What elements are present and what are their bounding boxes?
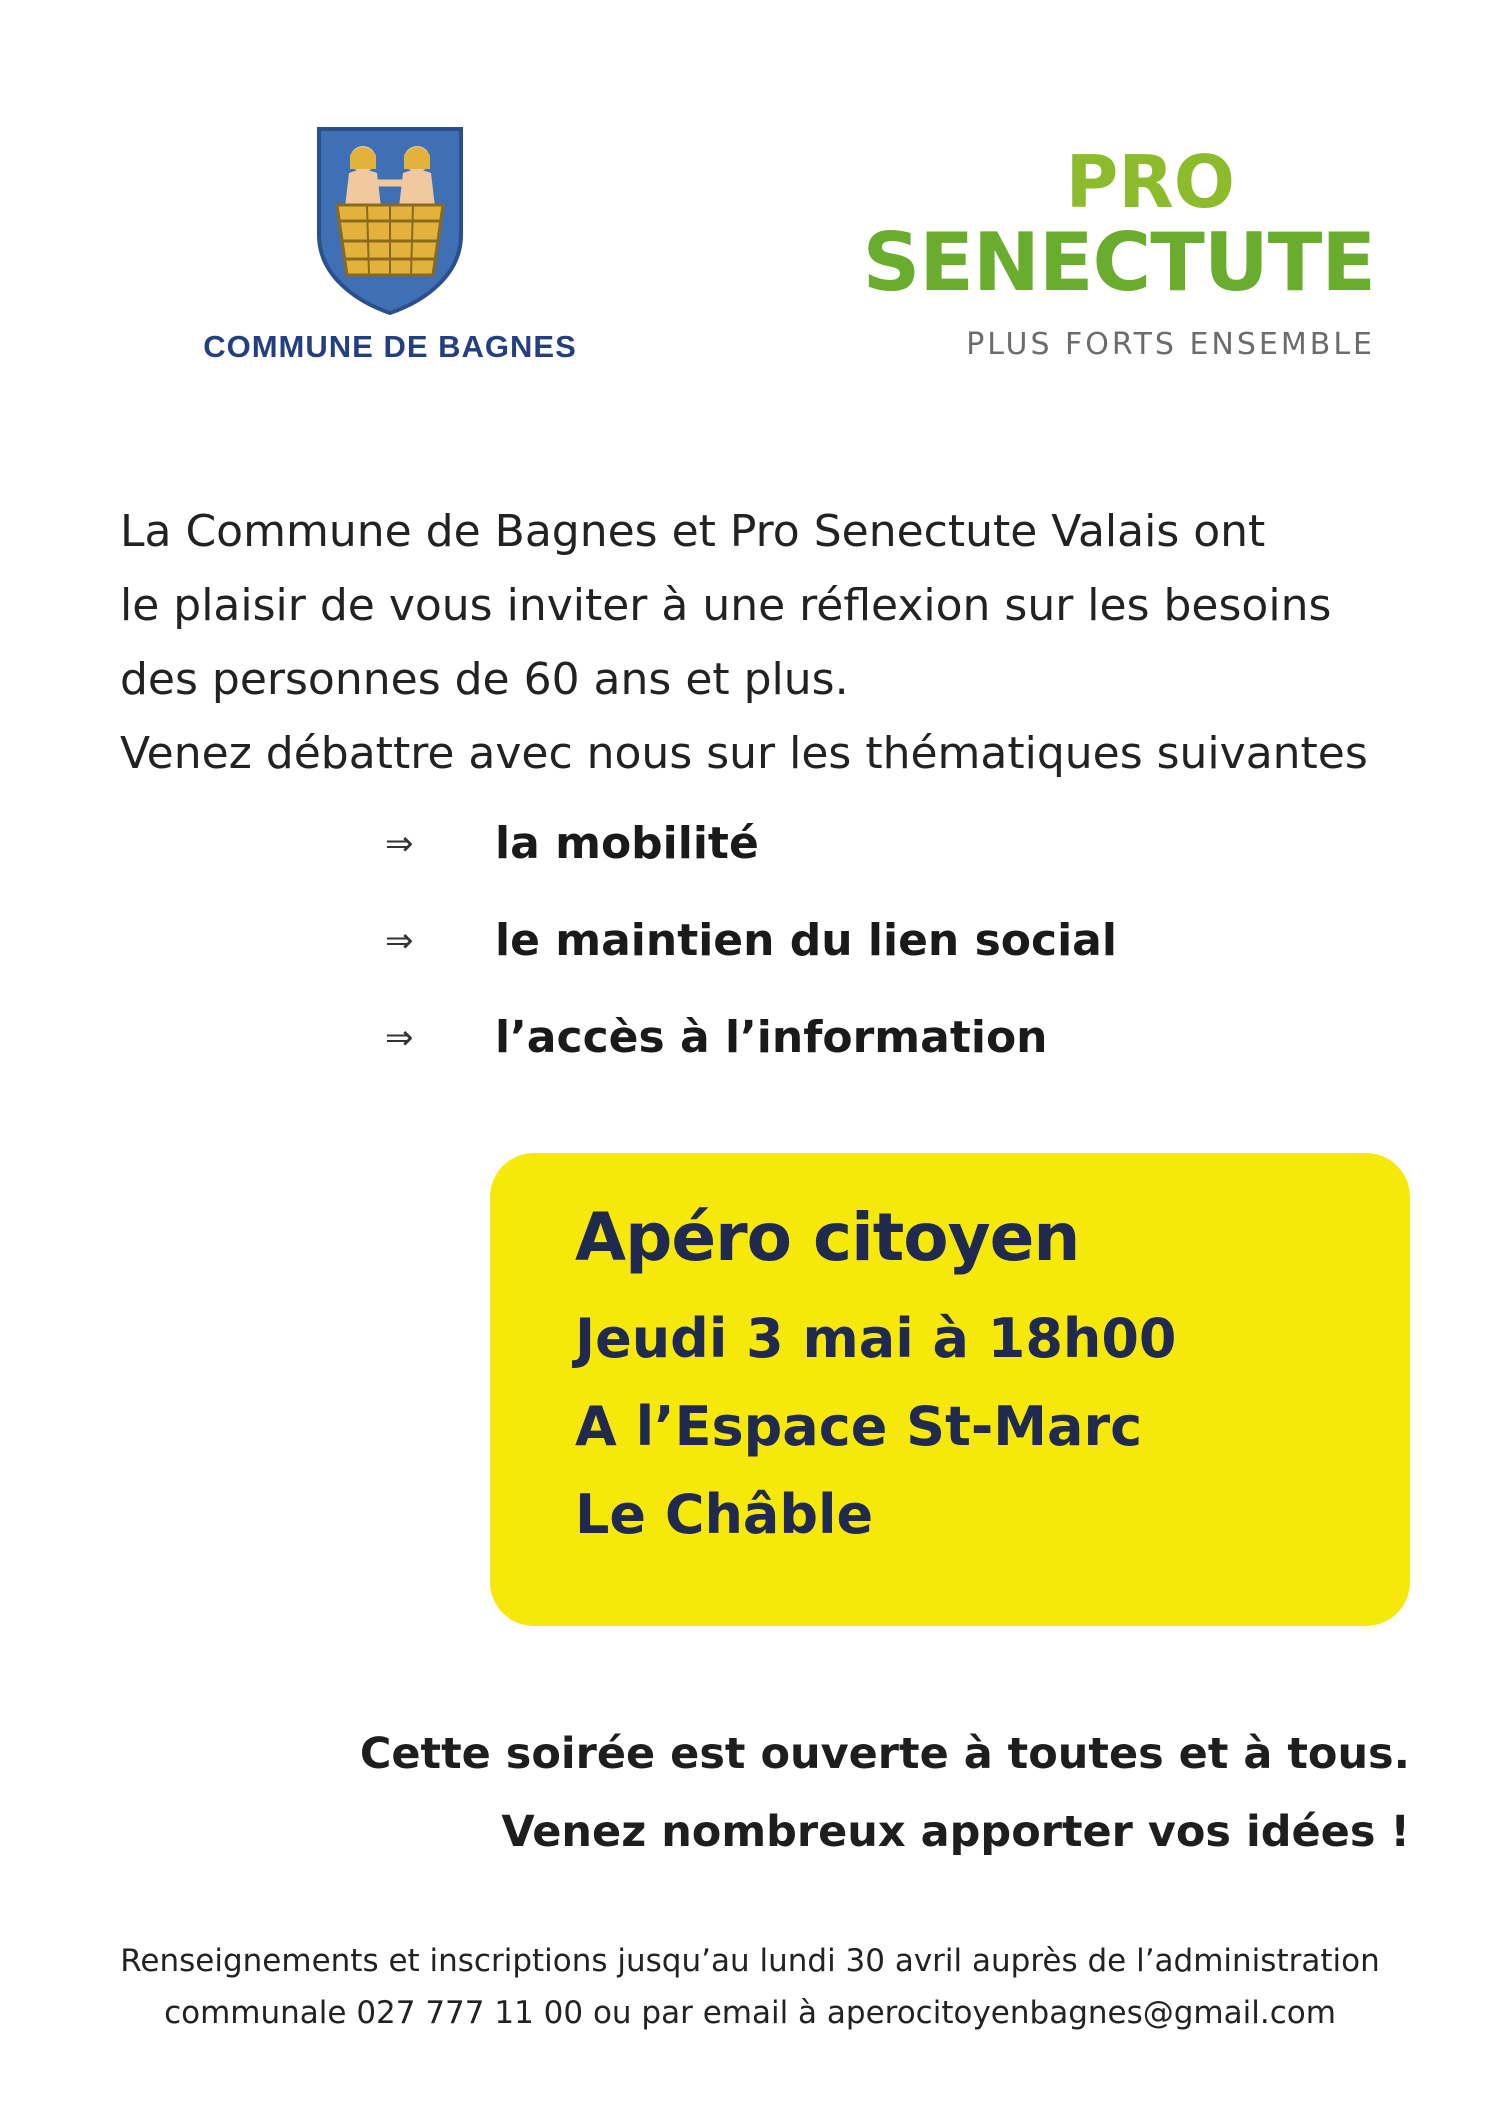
bagnes-coat-of-arms-icon — [315, 125, 465, 315]
pro-senectute-logo-line2: SENECTUTE — [862, 215, 1375, 309]
intro-line: le plaisir de vous inviter à une réflexion sur les besoins — [120, 580, 1332, 631]
double-arrow-icon: ⇒ — [385, 1017, 414, 1058]
pro-senectute-logo — [862, 140, 1375, 362]
pro-senectute-logo-line1: PRO — [1065, 140, 1235, 224]
closing-line: Cette soirée est ouverte à toutes et à tous. — [359, 1729, 1410, 1779]
topic-label: le maintien du lien social — [495, 915, 1117, 966]
topic-item — [385, 795, 1117, 892]
footer-line: communale 027 777 11 00 ou par email à aperocitoyenbagnes@gmail.com — [164, 1995, 1336, 2031]
event-place: A l’Espace St-Marc — [575, 1395, 1143, 1459]
closing-line: Venez nombreux apporter vos idées ! — [501, 1807, 1410, 1857]
double-arrow-icon: ⇒ — [385, 920, 414, 961]
intro-text — [120, 495, 1420, 791]
intro-line: La Commune de Bagnes et Pro Senectute Valais ont — [120, 506, 1266, 557]
event-date: Jeudi 3 mai à 18h00 — [575, 1307, 1177, 1371]
topic-label: l’accès à l’information — [495, 1012, 1048, 1063]
closing-text — [360, 1715, 1410, 1871]
topic-item — [385, 989, 1117, 1086]
double-arrow-icon: ⇒ — [385, 823, 414, 864]
event-info-box — [490, 1153, 1410, 1626]
footer-line: Renseignements et inscriptions jusqu’au lundi 30 avril auprès de l’administration — [120, 1943, 1380, 1979]
intro-line: des personnes de 60 ans et plus. — [120, 654, 849, 705]
pro-senectute-tagline: PLUS FORTS ENSEMBLE — [966, 326, 1375, 362]
commune-de-bagnes-logo — [150, 125, 630, 365]
topic-label: la mobilité — [495, 818, 759, 869]
event-town: Le Châble — [575, 1483, 874, 1547]
topic-item — [385, 892, 1117, 989]
topics-list — [385, 795, 1117, 1086]
intro-line: Venez débattre avec nous sur les thématiques suivantes — [120, 728, 1368, 779]
contact-footer — [0, 1935, 1500, 2039]
commune-name: COMMUNE DE BAGNES — [203, 329, 577, 364]
event-title: Apéro citoyen — [575, 1199, 1080, 1276]
